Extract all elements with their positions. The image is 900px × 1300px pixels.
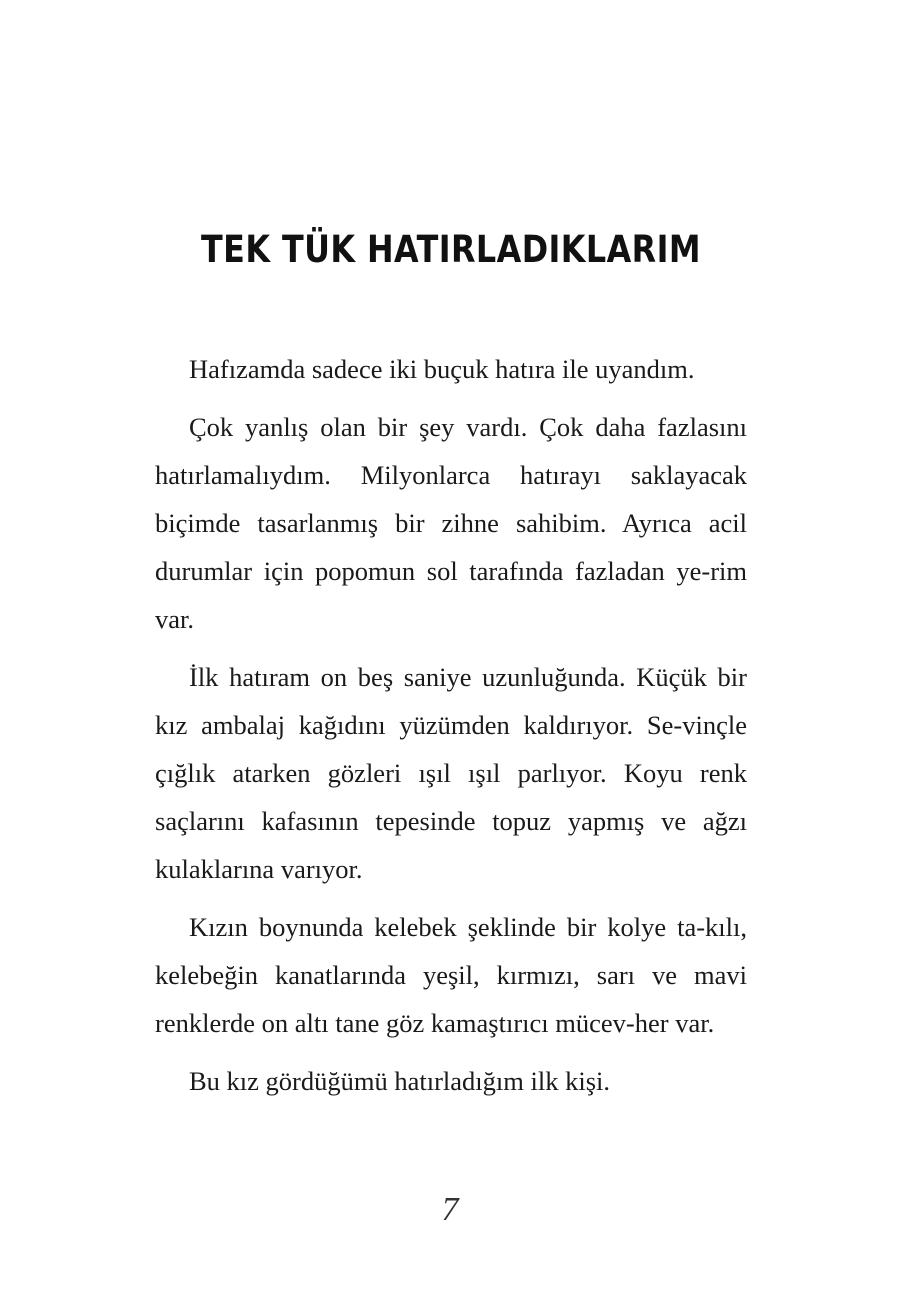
paragraph-4: Kızın boynunda kelebek şeklinde bir kolye ta-kılı, kelebeğin kanatlarında yeşil, kırmızı, sarı ve mavi renklerde on altı tane göz kamaştırıcı mücev-her var. bbox=[155, 912, 747, 1038]
paragraph-1: Hafızamda sadece iki buçuk hatıra ile uyandım. bbox=[189, 354, 695, 384]
paragraph-3: İlk hatıram on beş saniye uzunluğunda. Küçük bir kız ambalaj kağıdını yüzümden kaldırıyor. Se-vinçle çığlık atarken gözleri ışıl ışıl parlıyor. Koyu renk saçlarını kafasının tepesinde topuz yapmış ve ağzı kulaklarına varıyor. bbox=[155, 662, 747, 884]
paragraph-5: Bu kız gördüğümü hatırladığım ilk kişi. bbox=[189, 1066, 611, 1096]
chapter-title: TEK TÜK HATIRLADIKLARIM bbox=[201, 228, 701, 271]
page-number: 7 bbox=[441, 1191, 459, 1228]
chapter-body bbox=[155, 345, 747, 1115]
paragraph-2: Çok yanlış olan bir şey vardı. Çok daha fazlasını hatırlamalıydım. Milyonlarca hatırayı saklayacak biçimde tasarlanmış bir zihne sahibim. Ayrıca acil durumlar için popomun sol tarafında fazladan ye-rim var. bbox=[155, 412, 747, 634]
